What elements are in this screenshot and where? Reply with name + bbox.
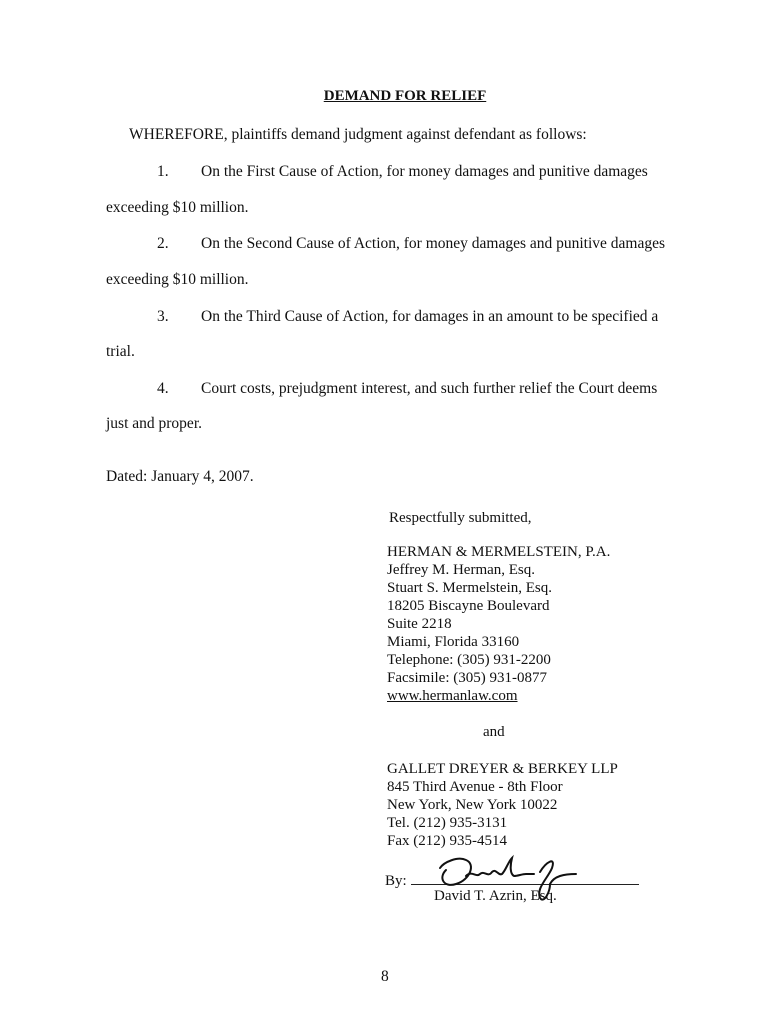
firm-line: Tel. (212) 935-3131 — [387, 815, 508, 831]
page-heading: DEMAND FOR RELIEF — [323, 88, 487, 104]
item-text-line: On the Third Cause of Action, for damages in an amount to be specified a — [201, 308, 659, 325]
firm-line: New York, New York 10022 — [387, 797, 558, 813]
item-text-line: exceeding $10 million. — [106, 199, 249, 216]
signer-name: David T. Azrin, Esq. — [434, 888, 557, 904]
and-separator: and — [483, 724, 505, 740]
firm-line: Telephone: (305) 931-2200 — [387, 652, 551, 668]
firm-line: Facsimile: (305) 931-0877 — [387, 670, 547, 686]
firm-line: GALLET DREYER & BERKEY LLP — [387, 761, 618, 777]
item-number: 3. — [157, 308, 169, 325]
date-line: Dated: January 4, 2007. — [106, 468, 254, 485]
item-number: 4. — [157, 380, 169, 397]
firm-line: Miami, Florida 33160 — [387, 634, 520, 650]
firm-line: HERMAN & MERMELSTEIN, P.A. — [387, 544, 611, 560]
closing-line: Respectfully submitted, — [389, 510, 532, 526]
item-text-line: On the First Cause of Action, for money damages and punitive damages — [201, 163, 648, 180]
firm-website-link[interactable]: www.hermanlaw.com — [387, 688, 518, 704]
firm-block-gallet — [387, 760, 618, 850]
firm-line: 845 Third Avenue - 8th Floor — [387, 779, 563, 795]
firm-line: Fax (212) 935-4514 — [387, 833, 507, 849]
item-number: 2. — [157, 235, 169, 252]
intro-paragraph: WHEREFORE, plaintiffs demand judgment against defendant as follows: — [129, 126, 587, 143]
firm-line: 18205 Biscayne Boulevard — [387, 598, 550, 614]
firm-line: Jeffrey M. Herman, Esq. — [387, 562, 536, 578]
firm-line: Suite 2218 — [387, 616, 452, 632]
page-number: 8 — [381, 968, 389, 985]
item-text-line: just and proper. — [106, 415, 202, 432]
item-text-line: Court costs, prejudgment interest, and such further relief the Court deems — [201, 380, 658, 397]
by-label: By: — [385, 873, 407, 889]
firm-block-herman — [387, 543, 610, 705]
item-text-line: On the Second Cause of Action, for money damages and punitive damages — [201, 235, 666, 252]
firm-line: Stuart S. Mermelstein, Esq. — [387, 580, 552, 596]
item-text-line: trial. — [106, 343, 135, 360]
item-number: 1. — [157, 163, 169, 180]
item-text-line: exceeding $10 million. — [106, 271, 249, 288]
